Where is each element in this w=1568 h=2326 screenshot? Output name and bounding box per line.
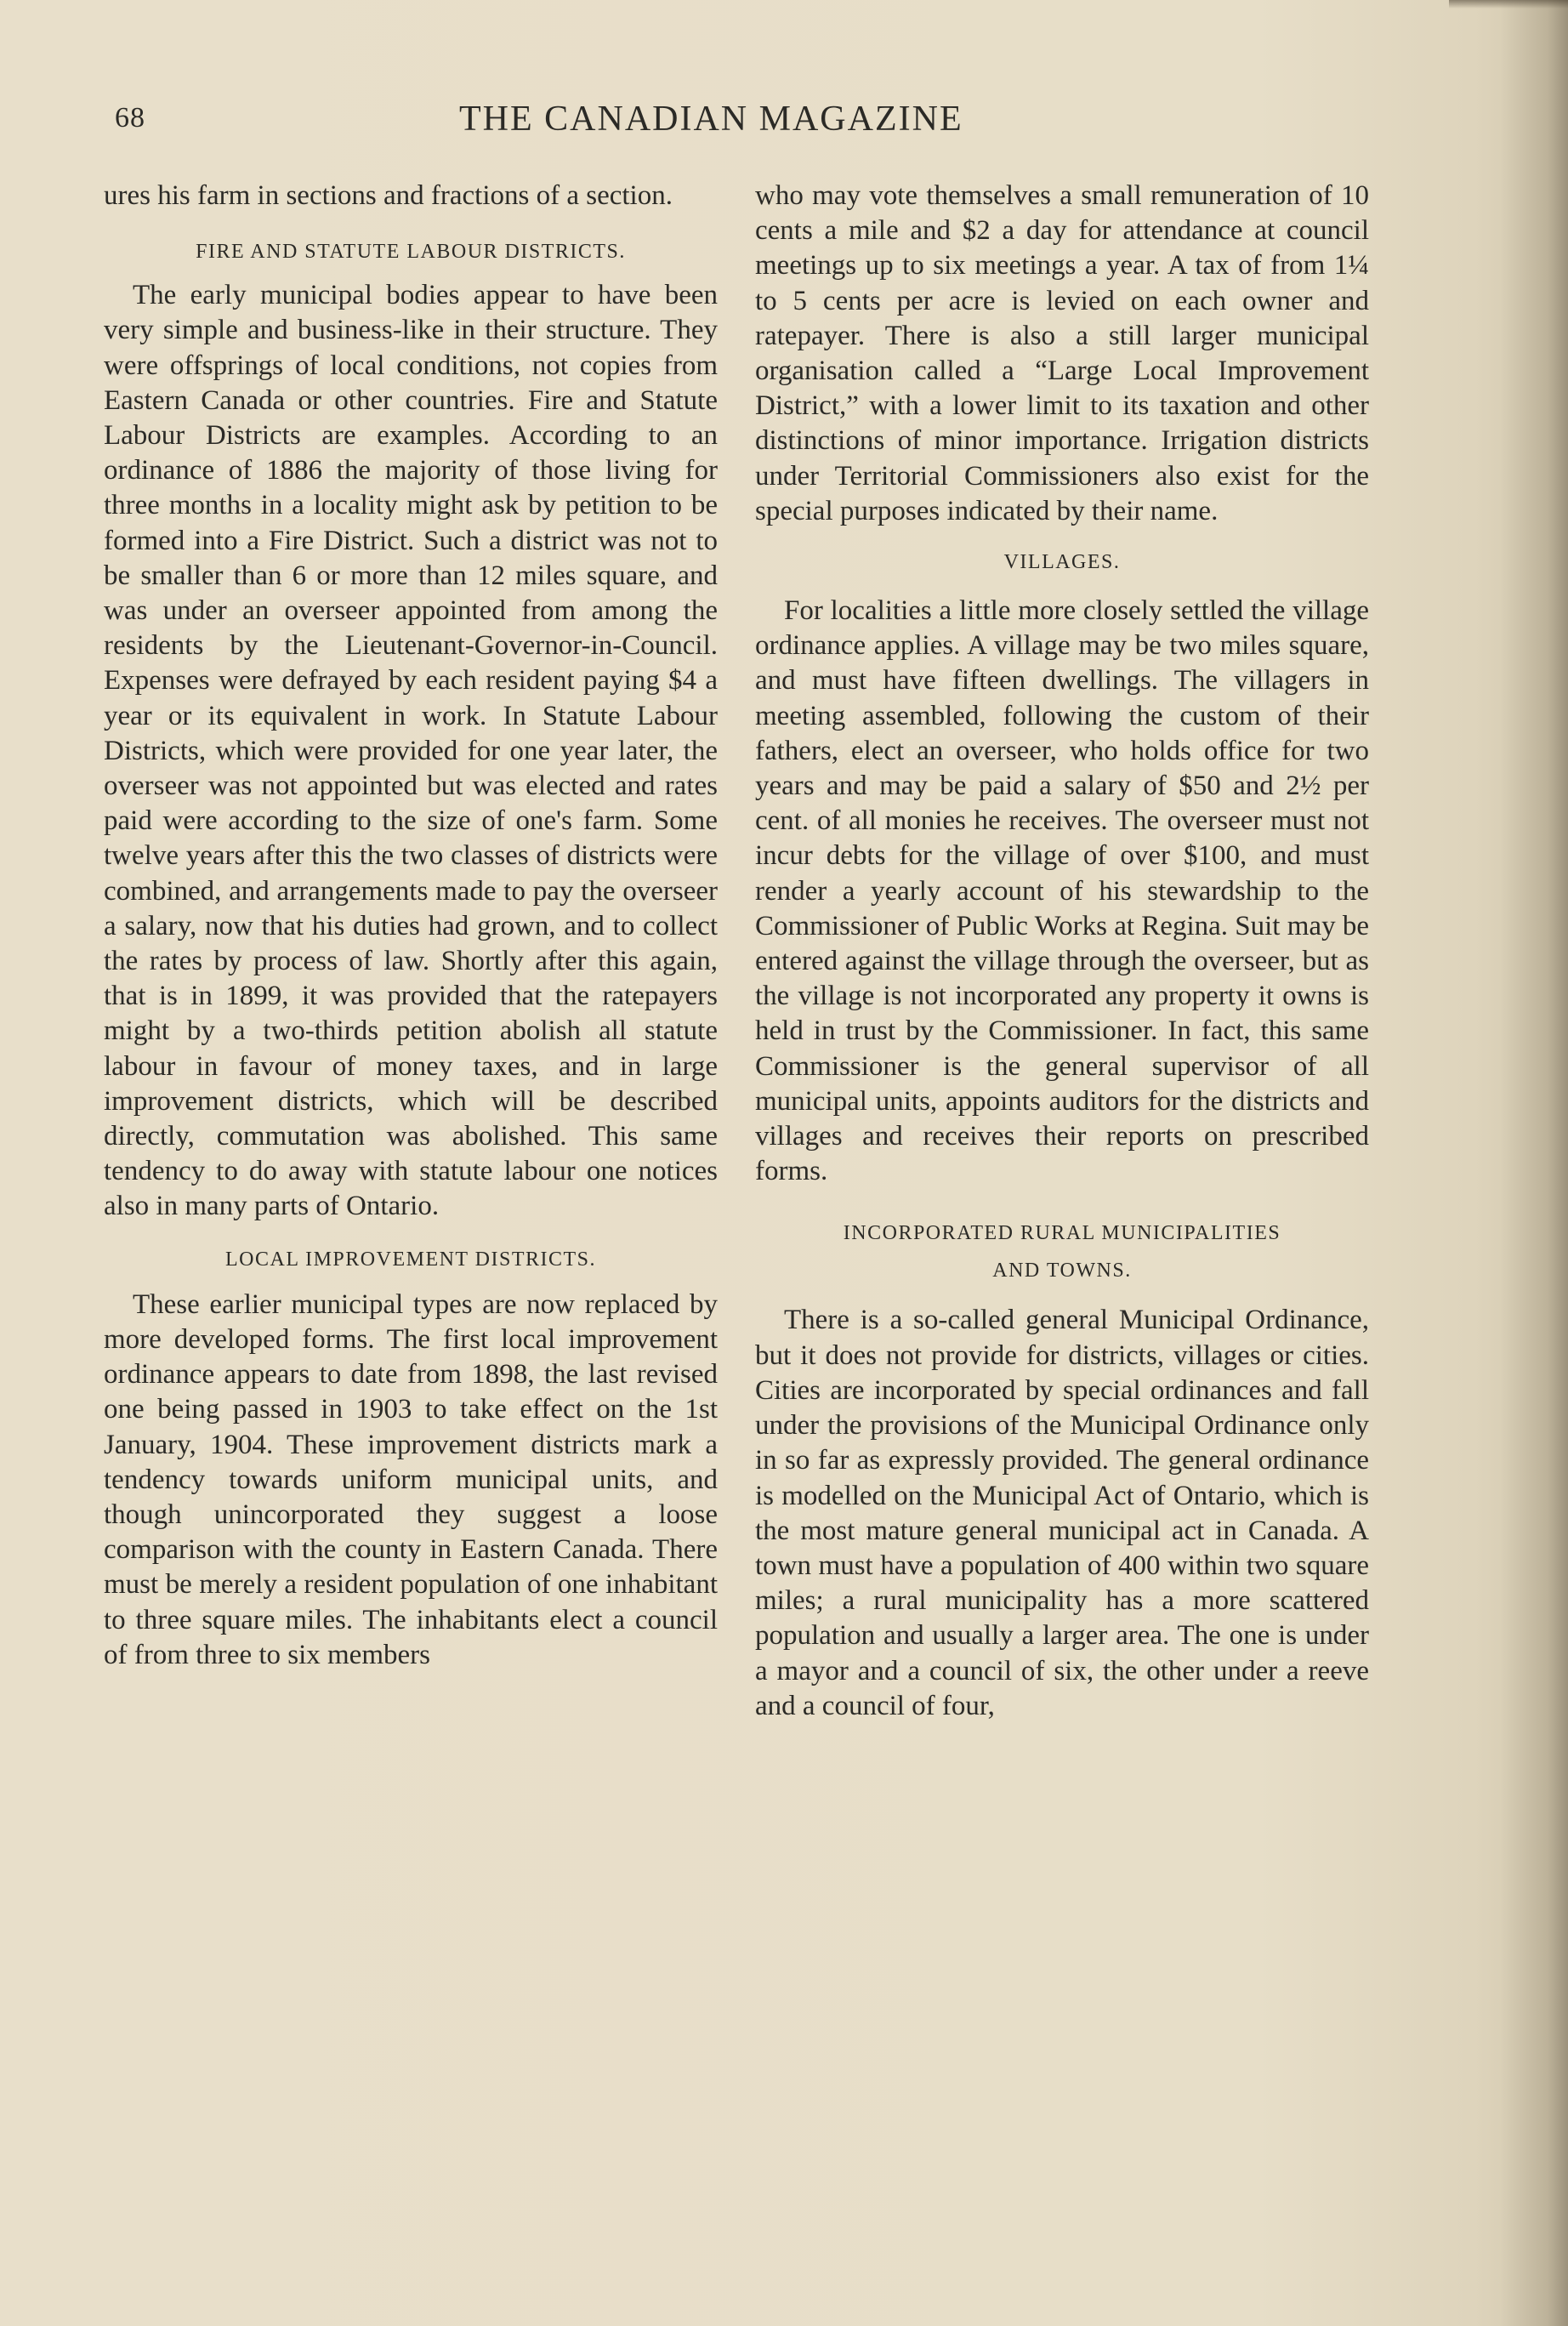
paragraph-local-improvement: These earlier municipal types are now replaced by more developed forms. The first local improvement ordinance appears to date from 1898, the last revised one being passed in 1903 to take effect on the 1st January, 1904. These improvement districts mark a tendency towards uniform municipal units, and though unincorporated they suggest a loose comparison with the county in Eastern Canada. There must be merely a resident population of one inhabitant to three square miles. The inhabitants elect a council of from three to six members	[104, 1288, 718, 1670]
continued-paragraph: ures his farm in sections and fractions of a section.	[104, 180, 673, 211]
continued-paragraph-right: who may vote themselves a small remuneration of 10 cents a mile and $2 a day for attendance at council meetings up to six meetings a year. A tax of from 1¼ to 5 cents per acre is levied on each owner and ratepayer. There is also a still larger municipal organisation called a “Large Local Improvement District,” with a lower limit to its taxation and other distinctions of minor importance. Irrigation districts under Territorial Commissioners also exist for the special purposes indicated by their name.	[755, 180, 1369, 526]
right-column	[755, 179, 1369, 1724]
heading-line-2: AND TOWNS.	[992, 1260, 1132, 1282]
paragraph-fire-statute: The early municipal bodies appear to have been very simple and business-like in their structure. They were offsprings of local conditions, not copies from Eastern Canada or other countries. Fire and Statute Labour Districts are examples. According to an ordinance of 1886 the majority of those living for three months in a locality might ask by petition to be formed into a Fire District. Such a district was not to be smaller than 6 or more than 12 miles square, and was under an overseer appointed from among the residents by the Lieutenant-Governor-in-Council. Expenses were defrayed by each resident paying $4 a year or its equivalent in work. In Statute Labour Districts, which were provided for one year later, the overseer was not appointed but was elected and rates paid were according to the size of one's farm. Some twelve years after this the two classes of districts were combined, and arrangements made to pay the overseer a salary, now that his duties had grown, and to collect the rates by process of law. Shortly after this again, that is in 1899, it was provided that the ratepayers might by a two-thirds petition abolish all statute labour in favour of money taxes, and in large improvement districts, which will be described directly, commutation was abolished. This same tendency to do away with statute labour one notices also in many parts of Ontario.	[104, 280, 718, 1222]
section-heading-local-improvement: LOCAL IMPROVEMENT DISTRICTS.	[224, 1248, 597, 1271]
heading-line-1: INCORPORATED RURAL MUNICIPALITIES	[843, 1222, 1281, 1245]
running-title: THE CANADIAN MAGAZINE	[459, 100, 963, 139]
paragraph-incorporated: There is a so-called general Municipal Ordinance, but it does not provide for districts, villages or cities. Cities are incorporated by special ordinances and fall under the provisions of the Municipal Ordinance only in so far as expressly provided. The general ordinance is modelled on the Municipal Act of Ontario, which is the most mature general municipal act in Canada. A town must have a population of 400 within two square miles; a rural municipality has a more scattered population and usually a larger area. The one is under a mayor and a council of six, the other under a reeve and a council of four,	[755, 1305, 1369, 1721]
section-heading-villages: VILLAGES.	[1003, 551, 1121, 574]
page-edge	[1449, 0, 1568, 9]
section-heading-incorporated	[755, 1214, 1369, 1289]
section-heading-fire-statute: FIRE AND STATUTE LABOUR DISTRICTS.	[196, 241, 626, 264]
page-number: 68	[115, 102, 145, 134]
left-column	[104, 179, 718, 1673]
paragraph-villages: For localities a little more closely settled the village ordinance applies. A village may be two miles square, and must have fifteen dwellings. The villagers in meeting assembled, following the custom of their fathers, elect an overseer, who holds office for two years and may be paid a salary of $50 and 2½ per cent. of all monies he receives. The overseer must not incur debts for the village of over $100, and must render a yearly account of his stewardship to the Commissioner of Public Works at Regina. Suit may be entered against the village through the overseer, but as the village is not incorporated any property it owns is held in trust by the Commissioner. In fact, this same Commissioner is the general supervisor of all municipal units, appoints auditors for the districts and villages and receives their reports on prescribed forms.	[755, 595, 1369, 1187]
spine-shadow	[1500, 0, 1568, 2326]
